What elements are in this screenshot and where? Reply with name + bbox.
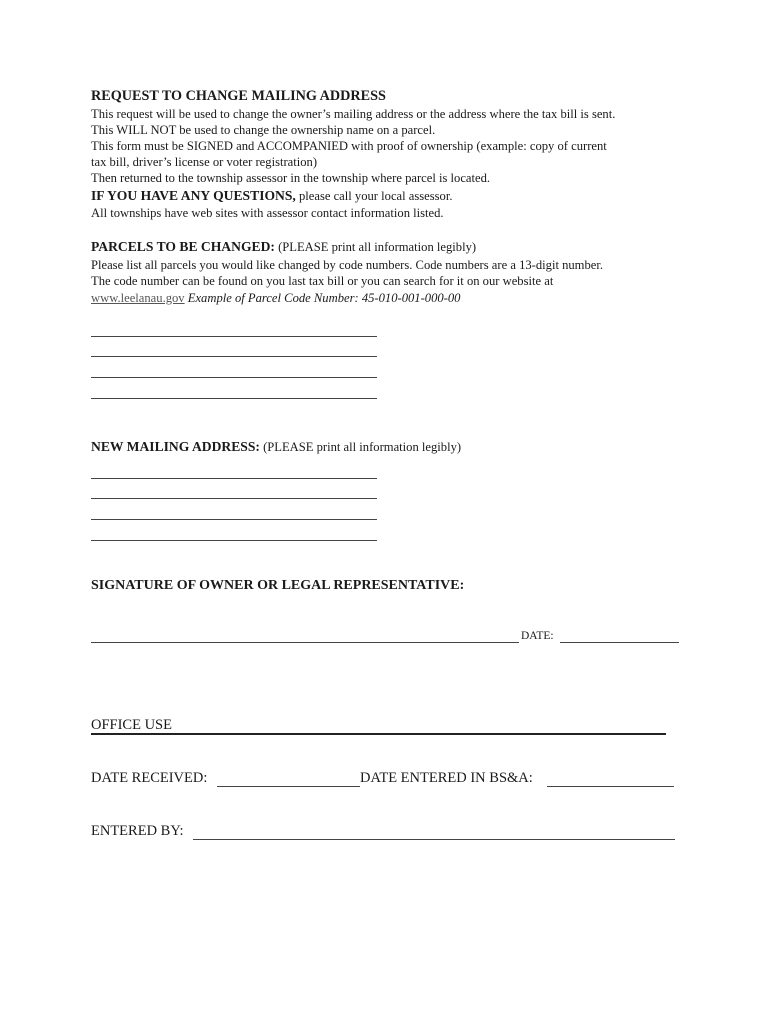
office-use-label: OFFICE USE xyxy=(91,717,172,733)
date-received-line[interactable] xyxy=(217,786,360,787)
entered-by-label: ENTERED BY: xyxy=(91,823,184,839)
signature-date-line[interactable] xyxy=(560,642,679,643)
signature-heading: SIGNATURE OF OWNER OR LEGAL REPRESENTATIVE: xyxy=(91,578,465,593)
entered-by-line[interactable] xyxy=(193,839,675,840)
parcel-entry-line-1[interactable] xyxy=(91,336,377,337)
new-address-heading-line xyxy=(91,439,461,455)
questions-rest: please call your local assessor. xyxy=(295,189,453,203)
new-address-heading-note: (PLEASE print all information legibly) xyxy=(259,440,462,454)
parcel-entry-line-4[interactable] xyxy=(91,398,377,399)
intro-line-3: This form must be SIGNED and ACCOMPANIED with proof of ownership (example: copy of current xyxy=(91,139,607,153)
parcels-heading-note: (PLEASE print all information legibly) xyxy=(274,240,477,254)
office-use-underline xyxy=(91,733,666,735)
intro-line-2: This WILL NOT be used to change the ownership name on a parcel. xyxy=(91,123,436,137)
date-received-label: DATE RECEIVED: xyxy=(91,770,208,786)
parcel-code-example: Example of Parcel Code Number: 45-010-001-000-00 xyxy=(187,291,461,305)
parcels-heading: PARCELS TO BE CHANGED: xyxy=(91,239,275,254)
intro-line-1: This request will be used to change the owner’s mailing address or the address where the tax bill is sent. xyxy=(91,107,616,121)
address-entry-line-3[interactable] xyxy=(91,519,377,520)
parcels-line-2: The code number can be found on you last tax bill or you can search for it on our website at xyxy=(91,274,554,288)
signature-line[interactable] xyxy=(91,642,519,643)
intro-line-4: tax bill, driver’s license or voter registration) xyxy=(91,155,318,169)
parcels-line-1: Please list all parcels you would like changed by code numbers. Code numbers are a 13-digit number. xyxy=(91,258,604,272)
website-link[interactable]: www.leelanau.gov xyxy=(91,291,185,305)
parcels-heading-line xyxy=(91,239,476,255)
date-entered-label: DATE ENTERED IN BS&A: xyxy=(360,770,533,786)
parcels-line-3 xyxy=(91,290,460,306)
form-title: REQUEST TO CHANGE MAILING ADDRESS xyxy=(91,88,386,104)
address-entry-line-1[interactable] xyxy=(91,478,377,479)
parcel-entry-line-2[interactable] xyxy=(91,356,377,357)
questions-lead: IF YOU HAVE ANY QUESTIONS, xyxy=(91,188,296,203)
questions-line xyxy=(91,188,453,204)
new-address-heading: NEW MAILING ADDRESS: xyxy=(91,439,260,454)
address-entry-line-2[interactable] xyxy=(91,498,377,499)
intro-line-5: Then returned to the township assessor in the township where parcel is located. xyxy=(91,171,491,185)
parcel-entry-line-3[interactable] xyxy=(91,377,377,378)
date-entered-line[interactable] xyxy=(547,786,674,787)
address-entry-line-4[interactable] xyxy=(91,540,377,541)
signature-date-label: DATE: xyxy=(521,630,554,642)
questions-line-2: All townships have web sites with assessor contact information listed. xyxy=(91,206,444,220)
